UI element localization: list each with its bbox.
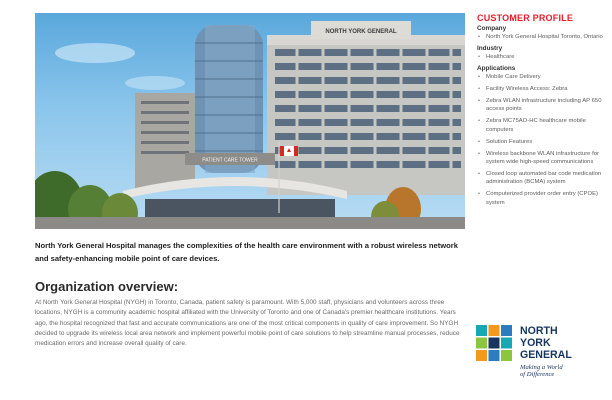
logo-name-line: NORTH xyxy=(520,325,558,337)
list-item: • Wireless backbone WLAN infrastructure for system wide high-speed communications xyxy=(477,150,605,167)
logo-name-line: GENERAL xyxy=(520,348,572,361)
list-item: • Solution Features xyxy=(477,138,605,146)
logo-name-line: YORK xyxy=(520,336,551,349)
list-item: • North York General Hospital Toronto, Ontario xyxy=(477,33,605,41)
intro-statement: North York General Hospital manages the complexities of the health care environment with a robust wireless network and safety-enhancing mobile point of care devices. xyxy=(35,241,458,263)
list-item: • Facility Wireless Access: Zebra xyxy=(477,85,605,93)
tower-sign: PATIENT CARE TOWER xyxy=(202,157,258,164)
hospital-building-illustration xyxy=(35,13,465,229)
overview-heading: Organization overview: xyxy=(35,279,179,294)
applications-list xyxy=(477,73,605,207)
list-item: • Mobile Care Delivery xyxy=(477,73,605,81)
hospital-photo xyxy=(35,13,465,229)
logo-tagline xyxy=(520,364,563,379)
applications-label: Applications xyxy=(477,64,516,72)
list-item: • Zebra WLAN infrastructure including AP 650 access points xyxy=(477,97,605,114)
company-list xyxy=(477,33,605,41)
canadian-flag xyxy=(280,146,298,156)
industry-label: Industry xyxy=(477,44,503,52)
overview-body: At North York General Hospital (NYGH) in Toronto, Canada, patient safety is paramount. With 5,000 staff, physicians and volunteers across three locations, NYGH is a community academic hospital affiliated with the University of Toronto and one of Canada's premier healthcare institutions. Years ago, the hospital recognized that fast and accurate communications are one of the most critical components in quality of care improvement. So NYGH decided to upgrade its wireless local area network and implement powerful mobile point of care solutions to help streamline manual processes, reduce medication errors and increase overall quality of care. xyxy=(35,299,460,347)
industry-list xyxy=(477,53,605,61)
cloud xyxy=(125,76,185,90)
driveway xyxy=(35,217,465,229)
list-item: • Closed loop automated bar code medication administration (BCMA) system xyxy=(477,170,605,187)
list-item: • Healthcare xyxy=(477,53,605,61)
logo-name xyxy=(520,326,572,362)
customer-profile-title: CUSTOMER PROFILE xyxy=(477,13,574,23)
cloud xyxy=(55,43,135,63)
entrance-glass xyxy=(145,199,335,217)
building-sign: NORTH YORK GENERAL xyxy=(325,29,397,35)
north-york-general-logo xyxy=(476,325,606,385)
company-label: Company xyxy=(477,25,507,32)
logo-tagline-line: of Difference xyxy=(520,371,555,379)
logo-mark-icon xyxy=(476,325,512,361)
main-building-windows xyxy=(275,49,461,168)
list-item: • Zebra MC75AO-HC healthcare mobile computers xyxy=(477,117,605,134)
list-item: • Computerized provider order entry (CPOE) system xyxy=(477,190,605,207)
logo-tagline-line: Making a World xyxy=(520,364,563,371)
left-building xyxy=(135,93,195,188)
customer-profile-sidebar xyxy=(477,13,605,211)
